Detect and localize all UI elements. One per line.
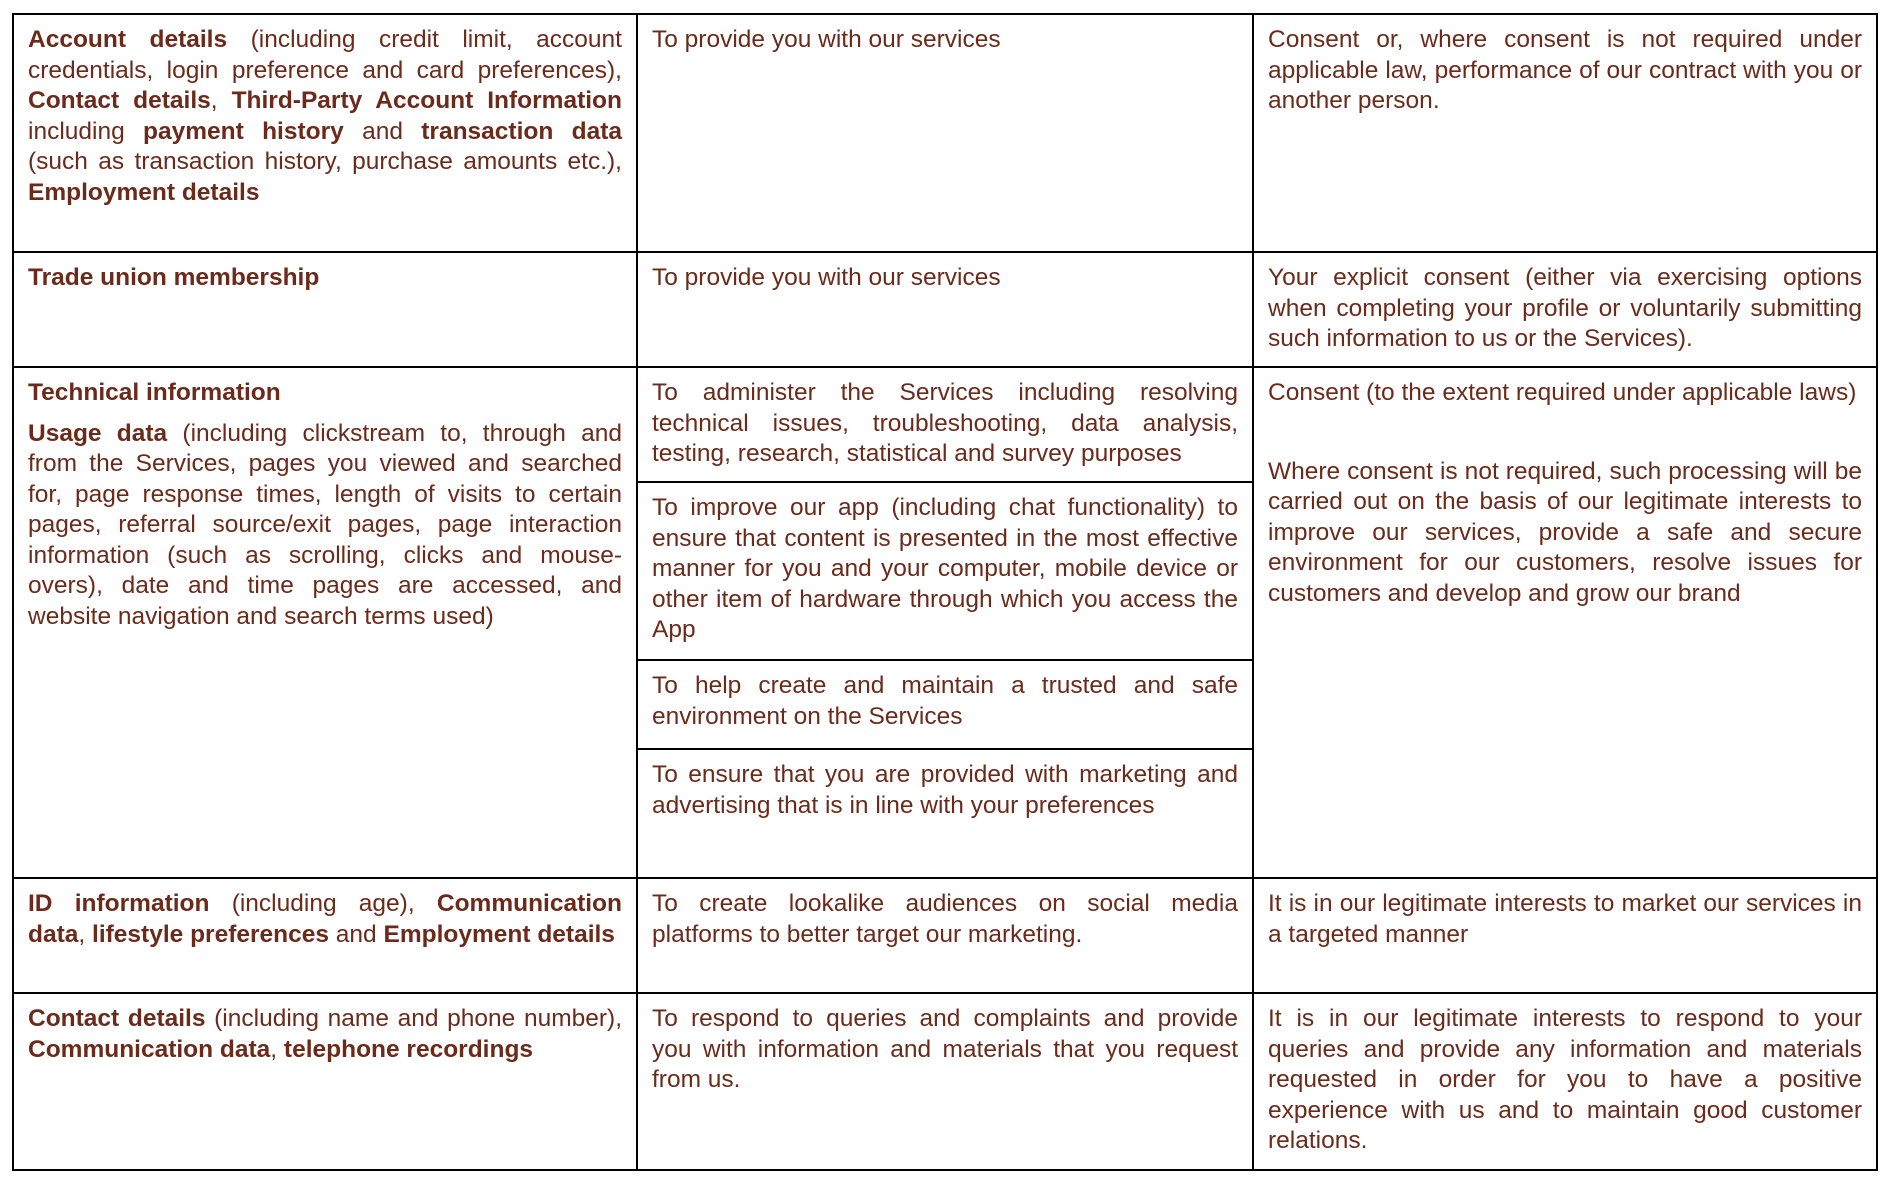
table-row — [13, 252, 1877, 367]
plain-text: (including age), — [209, 890, 437, 917]
spacer — [1268, 409, 1862, 457]
bold-term: Employment details — [28, 178, 260, 206]
data-category-text — [28, 419, 622, 633]
purpose-cell — [637, 367, 1253, 878]
legal-basis-cell — [1253, 14, 1877, 252]
purpose-subrow — [638, 750, 1252, 877]
table-row — [13, 367, 1877, 878]
purpose-cell — [637, 14, 1253, 252]
bold-term: Employment details — [383, 920, 615, 948]
data-category-text — [28, 25, 622, 208]
purpose-text: To provide you with our services — [652, 26, 1001, 53]
table-row — [13, 878, 1877, 993]
purpose-cell — [637, 878, 1253, 993]
data-category-cell — [13, 993, 637, 1170]
purpose-text: To create lookalike audiences on social media platforms to better target our marketing. — [652, 890, 1238, 948]
data-processing-table — [12, 13, 1878, 1171]
plain-text: (including name and phone number), — [205, 1005, 622, 1032]
data-category-text — [28, 889, 622, 950]
legal-basis-text: Consent or, where consent is not required under applicable law, performance of our contract with you or another person. — [1268, 26, 1862, 114]
legal-basis-text: Your explicit consent (either via exercising options when completing your profile or voluntarily submitting such information to us or the Services). — [1268, 264, 1862, 352]
bold-term: transaction data — [421, 117, 623, 145]
legal-basis-cell — [1253, 878, 1877, 993]
data-category-text — [28, 263, 622, 294]
purpose-text: To respond to queries and complaints and provide you with information and materials that you request from us. — [652, 1005, 1238, 1093]
bold-term: Contact details — [28, 87, 211, 114]
legal-basis-text: Consent (to the extent required under applicable laws) — [1268, 379, 1857, 406]
plain-text: , — [78, 920, 93, 948]
purpose-text: To provide you with our services — [652, 264, 1001, 291]
data-category-cell — [13, 878, 637, 993]
category-heading: Technical information — [28, 379, 281, 406]
legal-basis-text: It is in our legitimate interests to market our services in a targeted manner — [1268, 890, 1862, 948]
plain-text: and — [343, 117, 422, 145]
table-row — [13, 14, 1877, 252]
purpose-subrow — [638, 483, 1252, 661]
data-category-cell — [13, 367, 637, 878]
plain-text: and — [328, 920, 384, 948]
data-category-text — [28, 1004, 622, 1065]
purpose-cell — [637, 252, 1253, 367]
plain-text: , — [270, 1035, 284, 1063]
legal-basis-cell — [1253, 993, 1877, 1170]
plain-text: (including clickstream to, through and from the Services, pages you viewed and searched for, page response times, length of visits to certain pages, referral source/exit pages, page interaction information (such as scrolling, clicks and mouse-overs), date and time pages are accessed, and website navigation and search terms used) — [28, 419, 623, 630]
purpose-cell — [637, 993, 1253, 1170]
plain-text: , — [210, 87, 232, 114]
purpose-text: To improve our app (including chat functionality) to ensure that content is presented in the most effective manner for you and your computer, mobile device or other item of hardware through which you access the App — [652, 494, 1238, 643]
bold-term: Third-Party Account Information — [231, 87, 622, 114]
bold-term: ID information — [28, 890, 210, 917]
bold-term: payment history — [143, 117, 344, 145]
data-category-cell — [13, 14, 637, 252]
plain-text: (including credit limit, account credentials, login preference and card preferences), — [28, 26, 622, 84]
bold-term: lifestyle preferences — [92, 920, 329, 948]
bold-term: Communication data — [28, 890, 622, 948]
purpose-text: To ensure that you are provided with marketing and advertising that is in line with your preferences — [652, 761, 1238, 819]
bold-term: Usage data — [28, 419, 168, 447]
legal-basis-cell — [1253, 367, 1877, 878]
bold-term: Account details — [28, 26, 228, 53]
plain-text: (such as transaction history, purchase amounts etc.), — [28, 148, 622, 175]
bold-term: telephone recordings — [283, 1035, 534, 1063]
purpose-subrow — [638, 661, 1252, 750]
purpose-subrow — [638, 368, 1252, 483]
legal-basis-text: It is in our legitimate interests to respond to your queries and provide any information and materials requested in order for you to have a positive experience with us and to maintain good customer relations. — [1268, 1005, 1862, 1154]
table-row — [13, 993, 1877, 1170]
purpose-text: To help create and maintain a trusted and safe environment on the Services — [652, 672, 1238, 730]
data-category-cell — [13, 252, 637, 367]
legal-basis-cell — [1253, 252, 1877, 367]
plain-text: including — [28, 117, 144, 145]
legal-basis-text: Where consent is not required, such processing will be carried out on the basis of our legitimate interests to improve our services, provide a safe and secure environment for our customers, resolve issues for customers and develop and grow our brand — [1268, 457, 1862, 607]
bold-term: Communication data — [28, 1035, 271, 1063]
purpose-text: To administer the Services including resolving technical issues, troubleshooting, data analysis, testing, research, statistical and survey purposes — [652, 379, 1238, 467]
bold-term: Contact details — [28, 1005, 206, 1032]
bold-term: Trade union membership — [28, 264, 320, 291]
